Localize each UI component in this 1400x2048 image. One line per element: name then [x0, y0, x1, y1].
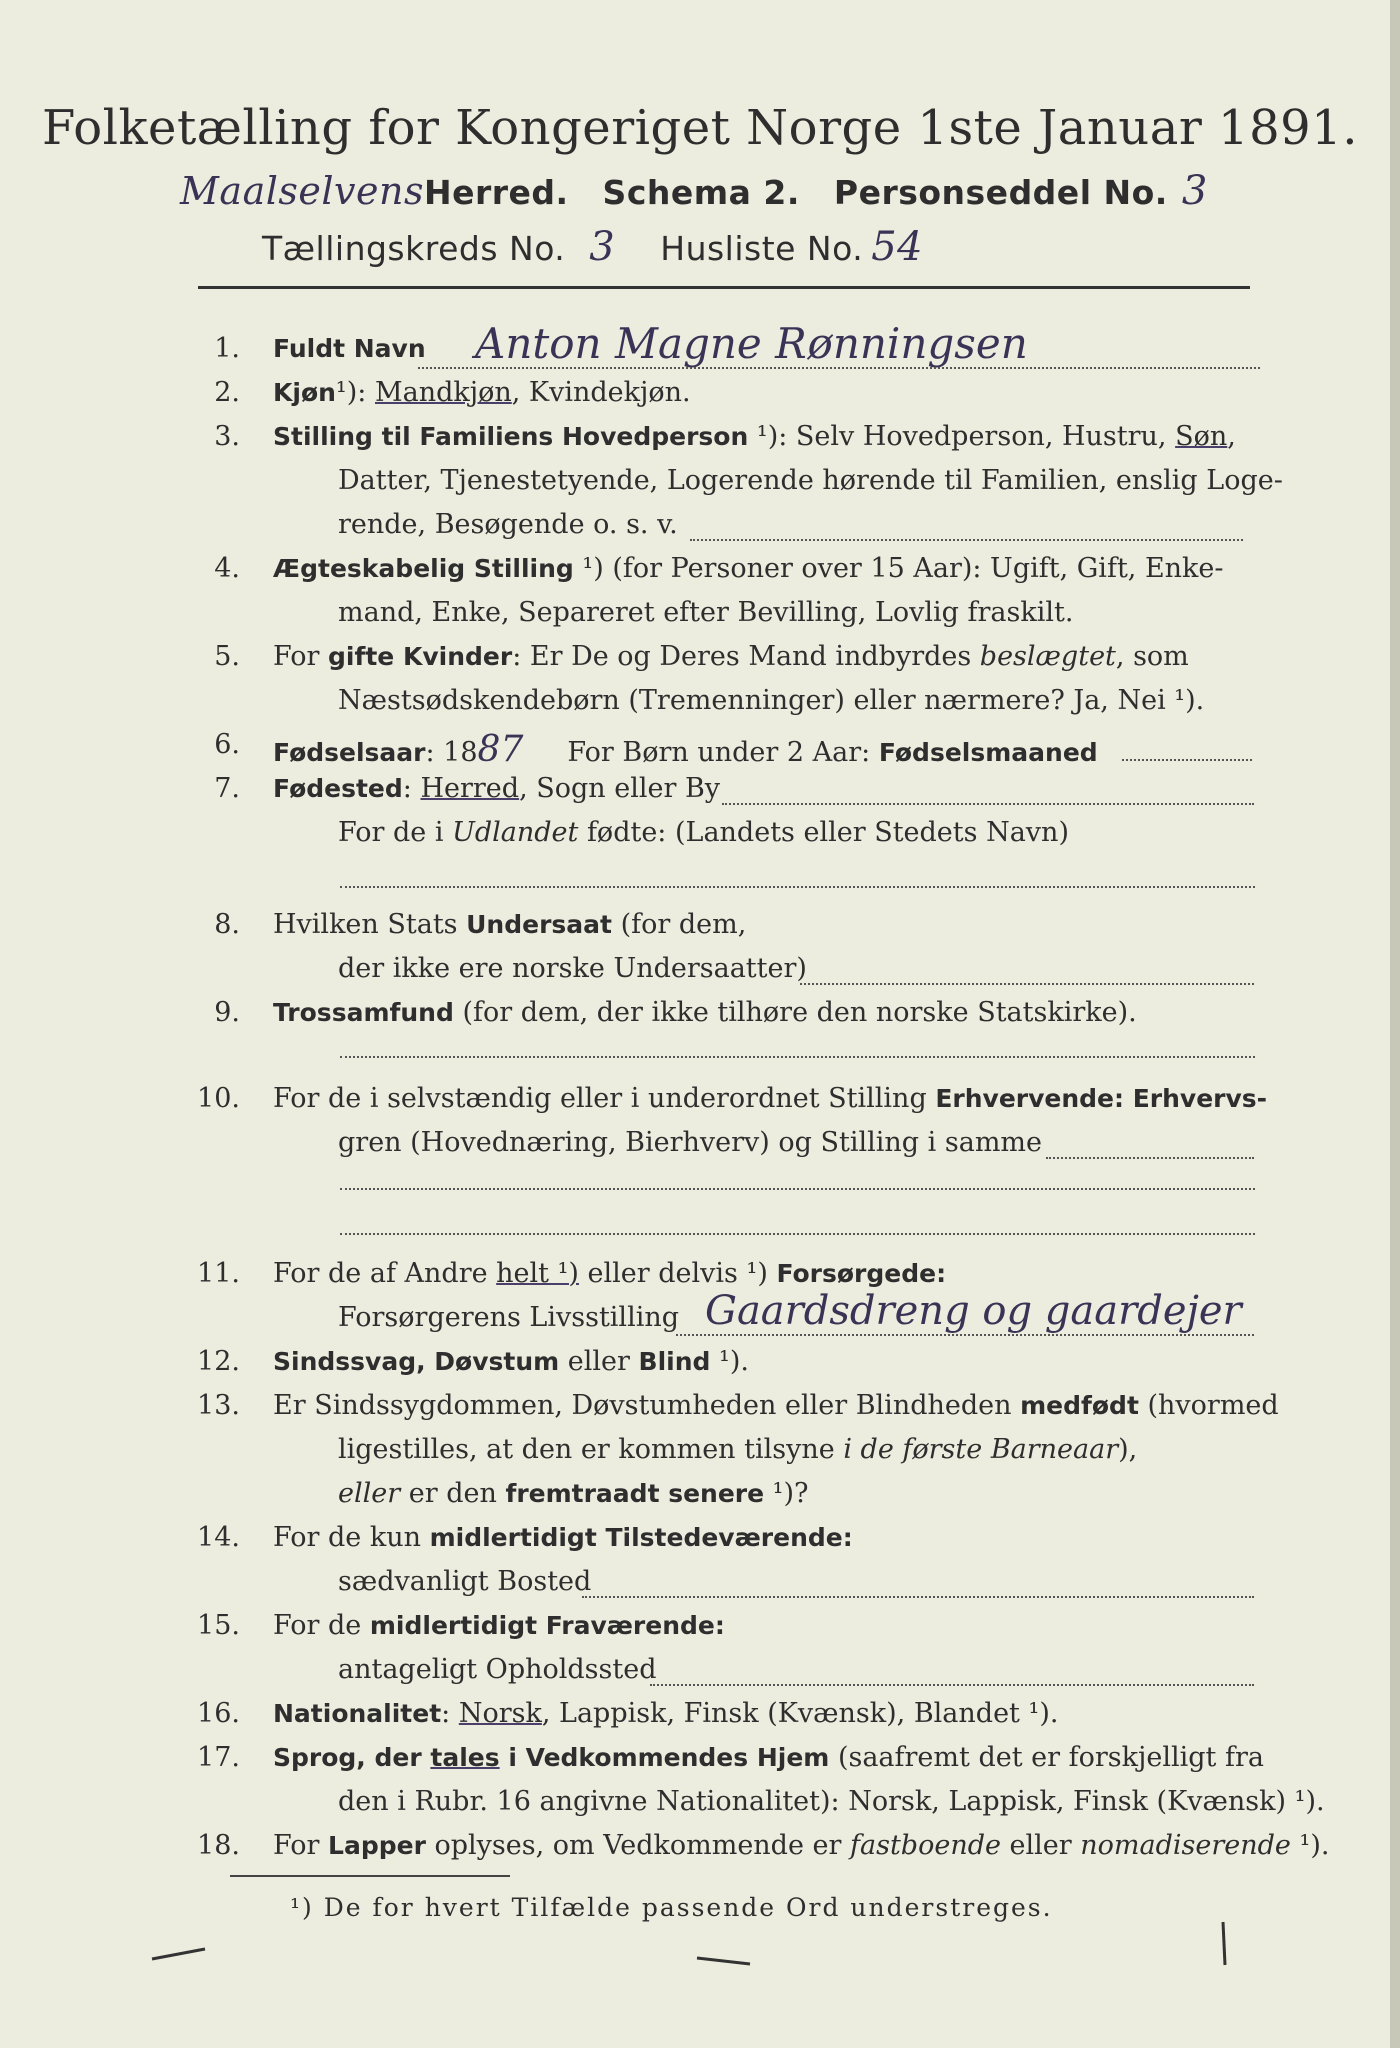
item-6: 6. Fødselsaar: 1887 For Børn under 2 Aar: Fødselsmaaned — [0, 729, 1400, 769]
birth-month-label: Fødselsmaaned — [878, 738, 1098, 767]
answer-line — [676, 1334, 1254, 1336]
birthplace-label: Fødested — [273, 774, 403, 803]
item-number: 5. — [214, 641, 240, 672]
answer-line — [1122, 759, 1252, 761]
religion-label: Trossamfund — [273, 998, 454, 1027]
sex-option-male: Mandkjøn — [374, 377, 512, 408]
item-number: 3. — [214, 421, 240, 452]
item-number: 7. — [214, 773, 240, 804]
answer-line — [1046, 1157, 1254, 1159]
item-13-line-3: eller er den fremtraadt senere ¹)? — [338, 1478, 809, 1509]
answer-line — [650, 1684, 1254, 1686]
kreds-line — [262, 224, 923, 270]
herred-label: Herred. — [423, 173, 569, 212]
item-number: 18. — [197, 1830, 240, 1861]
herred-line — [180, 168, 1208, 214]
full-name-answer: Anton Magne Rønningsen — [475, 319, 1028, 368]
item-13: 13. Er Sindssygdommen, Døvstumheden eller Blindheden medfødt (hvormed — [197, 1390, 1279, 1421]
item-9: 9. Trossamfund (for dem, der ikke tilhøre den norske Statskirke). — [214, 997, 1137, 1028]
answer-line — [722, 803, 1254, 805]
answer-line — [690, 539, 1243, 541]
item-4: 4. Ægteskabelig Stilling ¹) (for Personer over 15 Aar): Ugift, Gift, Enke- — [214, 553, 1224, 584]
pen-mark — [695, 1950, 755, 1970]
item-number: 8. — [214, 909, 240, 940]
item-15: 15. For de midlertidigt Fraværende: — [197, 1610, 725, 1641]
item-number: 14. — [197, 1522, 240, 1553]
supported-label: Forsørgede: — [776, 1259, 947, 1288]
marital-status-label: Ægteskabelig Stilling — [273, 554, 574, 583]
item-number: 2. — [214, 377, 240, 408]
header-rule — [198, 286, 1250, 289]
item-number: 12. — [197, 1346, 240, 1377]
item-5: 5. For gifte Kvinder: Er De og Deres Mand indbyrdes beslægtet, som — [214, 641, 1189, 672]
item-13-line-2: ligestilles, at den er kommen tilsyne i de første Barneaar), — [338, 1434, 1138, 1465]
item-10: 10. For de i selvstændig eller i underordnet Stilling Erhvervende: Erhvervs- — [197, 1083, 1268, 1114]
item-number: 9. — [214, 997, 240, 1028]
item-11: 11. For de af Andre helt ¹) eller delvis ¹) Forsørgede: — [197, 1258, 947, 1289]
nationality-label: Nationalitet — [273, 1699, 442, 1728]
item-3-line-2: Datter, Tjenestetyende, Logerende hørende til Familien, enslig Loge- — [338, 465, 1283, 496]
item-number: 17. — [197, 1742, 240, 1773]
answer-line — [418, 367, 1260, 369]
pen-mark — [1215, 1920, 1235, 1970]
full-name-label: Fuldt Navn — [273, 334, 426, 363]
sex-label: Kjøn — [273, 378, 336, 407]
item-14: 14. For de kun midlertidigt Tilstedeværende: — [197, 1522, 853, 1553]
footnote-rule — [230, 1875, 510, 1877]
birth-year-answer: 87 — [477, 729, 524, 770]
herred-handwritten: Maalselvens — [180, 169, 424, 213]
personseddel-label: Personseddel No. — [833, 173, 1168, 212]
birthplace-option-herred: Herred — [420, 773, 520, 804]
disability-label: Sindssvag, Døvstum — [273, 1347, 560, 1376]
answer-line — [582, 1596, 1254, 1598]
footnote: ¹) De for hvert Tilfælde passende Ord understreges. — [290, 1893, 1053, 1922]
item-1 — [0, 319, 1400, 373]
personseddel-number: 3 — [1181, 168, 1208, 214]
item-number: 16. — [197, 1698, 240, 1729]
item-number: 6. — [214, 729, 240, 760]
item-number: 10. — [197, 1083, 240, 1114]
husliste-number: 54 — [871, 224, 924, 270]
item-number: 11. — [197, 1258, 240, 1289]
item-11-line-2: Forsørgerens Livsstilling — [338, 1302, 680, 1333]
married-women-label: gifte Kvinder — [328, 642, 513, 671]
item-18: 18. For Lapper oplyses, om Vedkommende er fastboende eller nomadiserende ¹). — [197, 1830, 1330, 1861]
language-label: i Vedkommendes Hjem — [499, 1743, 830, 1772]
temporary-present-label: midlertidigt Tilstedeværende: — [429, 1523, 853, 1552]
item-7: 7. Fødested: Herred, Sogn eller By — [0, 773, 1400, 813]
item-12: 12. Sindssvag, Døvstum eller Blind ¹). — [197, 1346, 749, 1377]
item-number: 13. — [197, 1390, 240, 1421]
item-3-line-3: rende, Besøgende o. s. v. — [338, 509, 678, 540]
schema-label: Schema 2. — [602, 173, 800, 212]
item-15-line-2: antageligt Opholdssted — [338, 1654, 657, 1685]
item-10-line-2: gren (Hovednæring, Bierhverv) og Stilling i samme — [338, 1127, 1043, 1158]
family-position-label: Stilling til Familiens Hovedperson — [273, 422, 749, 451]
item-number: 1. — [214, 333, 240, 364]
item-16: 16. Nationalitet: Norsk, Lappisk, Finsk (Kvænsk), Blandet ¹). — [197, 1698, 1059, 1729]
kreds-number: 3 — [589, 224, 616, 270]
answer-line — [340, 1188, 1255, 1190]
form-title: Folketælling for Kongeriget Norge 1ste Januar 1891. — [42, 100, 1358, 156]
item-7-line-2: For de i Udlandet fødte: (Landets eller Stedets Navn) — [338, 817, 1069, 848]
occupation-label: Erhvervende: Erhvervs- — [935, 1084, 1268, 1113]
birth-year-label: Fødselsaar — [273, 738, 426, 767]
item-number: 4. — [214, 553, 240, 584]
answer-line — [800, 983, 1254, 985]
answer-line — [340, 1056, 1255, 1058]
item-3: 3. Stilling til Familiens Hovedperson ¹): Selv Hovedperson, Hustru, Søn, — [214, 421, 1236, 452]
item-8-line-2: der ikke ere norske Undersaatter) — [338, 953, 807, 984]
item-8: 8. Hvilken Stats Undersaat (for dem, — [214, 909, 747, 940]
nationality-option-norsk: Norsk — [458, 1698, 542, 1729]
temporary-absent-label: midlertidigt Fraværende: — [369, 1611, 725, 1640]
kreds-label: Tællingskreds No. — [262, 229, 566, 268]
supported-option-fully: helt ¹) — [496, 1258, 579, 1289]
lapps-label: Lapper — [328, 1831, 426, 1860]
family-position-son: Søn — [1175, 421, 1228, 452]
item-number: 15. — [197, 1610, 240, 1641]
pen-mark — [150, 1945, 210, 1965]
husliste-label: Husliste No. — [660, 229, 864, 268]
citizenship-label: Undersaat — [466, 910, 612, 939]
item-17-line-2: den i Rubr. 16 angivne Nationalitet): Norsk, Lappisk, Finsk (Kvænsk) ¹). — [338, 1786, 1325, 1817]
answer-line — [340, 1233, 1255, 1235]
item-4-line-2: mand, Enke, Separeret efter Bevilling, Lovlig fraskilt. — [338, 597, 1074, 628]
congenital-label: medfødt — [1020, 1391, 1139, 1420]
item-5-line-2: Næstsødskendebørn (Tremenninger) eller nærmere? Ja, Nei ¹). — [338, 685, 1205, 716]
item-17: 17. Sprog, der tales i Vedkommendes Hjem (saafremt det er forskjelligt fra — [197, 1742, 1264, 1773]
item-14-line-2: sædvanligt Bosted — [338, 1566, 592, 1597]
answer-line — [340, 886, 1255, 888]
provider-occupation-answer: Gaardsdreng og gaardejer — [705, 1288, 1242, 1334]
item-2: 2. Kjøn¹): Mandkjøn, Kvindekjøn. — [214, 377, 691, 408]
